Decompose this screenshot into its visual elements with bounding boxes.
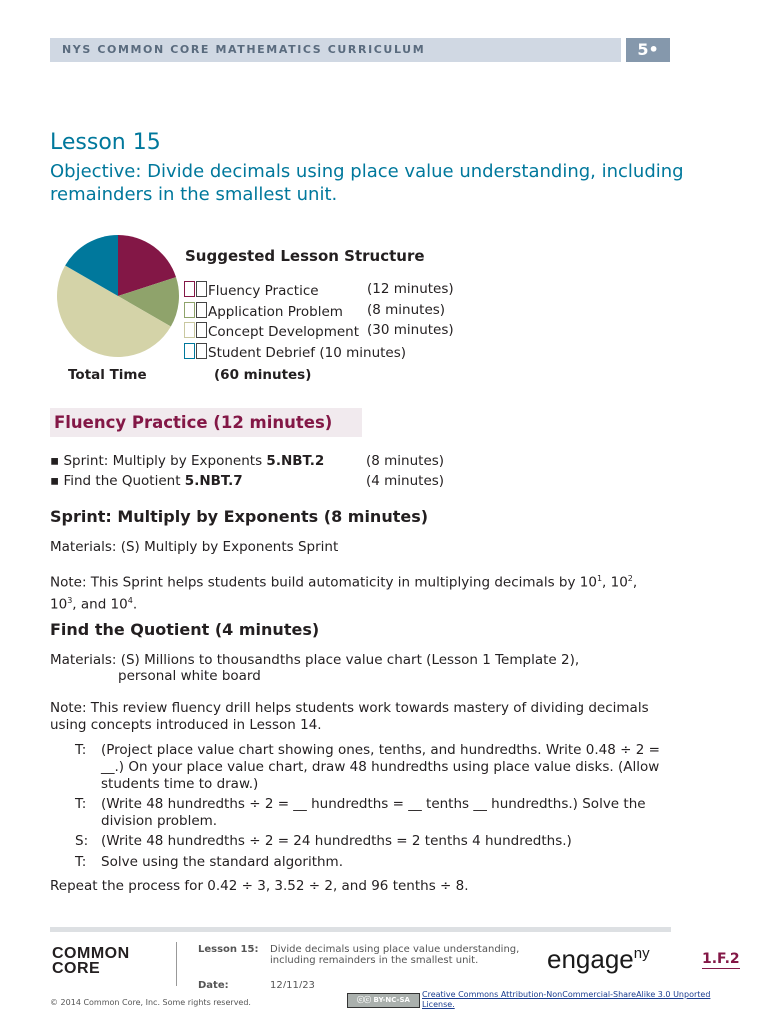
structure-item-label: Fluency Practice <box>208 283 319 299</box>
standard-code: 5.NBT.2 <box>266 453 325 469</box>
bullet-text: Sprint: Multiply by Exponents <box>63 453 267 469</box>
total-time-minutes: (60 minutes) <box>214 367 312 383</box>
fluency-practice-header <box>50 408 362 437</box>
bullet-text: Find the Quotient <box>63 473 185 489</box>
checkbox-icon <box>196 281 207 297</box>
footer-lesson-label: Lesson 15: <box>198 944 259 955</box>
badge-text: BY-NC-SA <box>373 996 410 1004</box>
logo-text: CORE <box>52 960 101 977</box>
dialogue-speaker: T: <box>75 742 87 758</box>
fluency-bullet: ▪ Find the Quotient 5.NBT.7 <box>50 473 243 489</box>
engageny-logo <box>547 944 650 975</box>
structure-item-minutes: (8 minutes) <box>367 302 446 318</box>
fluency-bullet: ▪ Sprint: Multiply by Exponents 5.NBT.2 <box>50 453 325 469</box>
structure-item-label: Application Problem <box>208 304 343 320</box>
lesson-structure-title: Suggested Lesson Structure <box>185 247 425 265</box>
bullet-minutes: (4 minutes) <box>366 473 445 489</box>
exponent: 1 <box>596 574 603 583</box>
quotient-heading: Find the Quotient (4 minutes) <box>50 620 320 639</box>
dialogue-text: Solve using the standard algorithm. <box>101 854 343 870</box>
logo-text: engage <box>547 944 634 974</box>
structure-item-debrief <box>184 343 406 363</box>
checkbox-icon <box>184 343 195 359</box>
copyright: © 2014 Common Core, Inc. Some rights reserved. <box>50 998 251 1007</box>
footer-divider <box>176 942 177 986</box>
lesson-structure-pie-chart <box>56 232 180 360</box>
curriculum-header-bar <box>50 38 621 62</box>
dialogue-speaker: S: <box>75 833 89 849</box>
page-number: 1.F.2 <box>702 951 740 967</box>
exponent: 3 <box>67 595 73 605</box>
checkbox-icon <box>196 343 207 359</box>
checkbox-icon <box>196 322 207 338</box>
note-text: 10 <box>50 596 68 612</box>
dialogue-speaker: T: <box>75 854 87 870</box>
sprint-materials: Materials: (S) Multiply by Exponents Sprint <box>50 539 339 555</box>
structure-item-concept <box>184 322 454 342</box>
checkbox-icon <box>184 302 195 318</box>
lesson-objective: Objective: Divide decimals using place value understanding, including remainders in the smallest unit. <box>50 161 684 205</box>
note-text: Note: This Sprint helps students build automaticity in multiplying decimals by 10 <box>50 574 597 591</box>
quotient-note: Note: This review fluency drill helps students work towards mastery of dividing decimals using concepts introduced in Lesson 14. <box>50 700 649 733</box>
sprint-note <box>50 570 680 613</box>
structure-item-application <box>184 302 446 322</box>
exponent: 2 <box>627 574 633 583</box>
footer-lesson-description: Divide decimals using place value understanding, including remainders in the smallest unit. <box>270 944 520 966</box>
dialogue-text: (Write 48 hundredths ÷ 2 = 24 hundredths = 2 tenths 4 hundredths.) <box>101 833 572 849</box>
exponent: 4 <box>127 595 133 605</box>
structure-item-label: Concept Development <box>208 324 360 340</box>
grade-badge: 5• <box>626 38 670 62</box>
repeat-instruction: Repeat the process for 0.42 ÷ 3, 3.52 ÷ 2, and 96 tenths ÷ 8. <box>50 878 469 894</box>
bullet-minutes: (8 minutes) <box>366 453 445 469</box>
total-time-label: Total Time <box>68 367 147 383</box>
checkbox-icon <box>184 322 195 338</box>
checkbox-icon <box>184 281 195 297</box>
standard-code: 5.NBT.7 <box>184 473 243 489</box>
dialogue-speaker: T: <box>75 796 87 812</box>
fluency-practice-title: Fluency Practice (12 minutes) <box>54 413 333 432</box>
curriculum-title: NYS COMMON CORE MATHEMATICS CURRICULUM <box>62 43 426 56</box>
note-text: , 10 <box>602 574 628 591</box>
creative-commons-badge-icon: ⓒⓒ BY-NC-SA <box>347 993 420 1008</box>
structure-item-minutes: (12 minutes) <box>367 281 454 297</box>
footer-date-label: Date: <box>198 980 229 988</box>
footer-date-value: 12/11/23 <box>270 980 315 988</box>
structure-item-label: Student Debrief <box>208 345 316 361</box>
quotient-materials-line1: Materials: (S) Millions to thousandths place value chart (Lesson 1 Template 2), <box>50 652 580 668</box>
structure-item-minutes: (30 minutes) <box>367 322 454 338</box>
footer-rule <box>50 927 671 932</box>
note-text: , <box>632 574 638 591</box>
sprint-heading: Sprint: Multiply by Exponents (8 minutes) <box>50 507 429 526</box>
lesson-title: Lesson 15 <box>50 130 161 155</box>
logo-text: COMMON <box>52 945 130 962</box>
logo-text: ny <box>633 945 650 962</box>
note-text: , and 10 <box>72 596 128 612</box>
common-core-logo <box>52 946 130 976</box>
quotient-materials-line2: personal white board <box>118 668 261 684</box>
structure-item-minutes: (10 minutes) <box>319 345 407 361</box>
note-text: . <box>132 596 138 612</box>
structure-item-fluency <box>184 281 454 301</box>
dialogue-text: (Project place value chart showing ones, tenths, and hundredths. Write 0.48 ÷ 2 = __.) On your place value chart, draw 48 hundredths using place value disks. (Allow students time to draw.) <box>101 742 660 792</box>
checkbox-icon <box>196 302 207 318</box>
dialogue-text: (Write 48 hundredths ÷ 2 = __ hundredths = __ tenths __ hundredths.) Solve the division problem. <box>101 796 646 829</box>
license-link[interactable]: Creative Commons Attribution-NonCommercial-ShareAlike 3.0 Unported License. <box>422 990 711 1009</box>
